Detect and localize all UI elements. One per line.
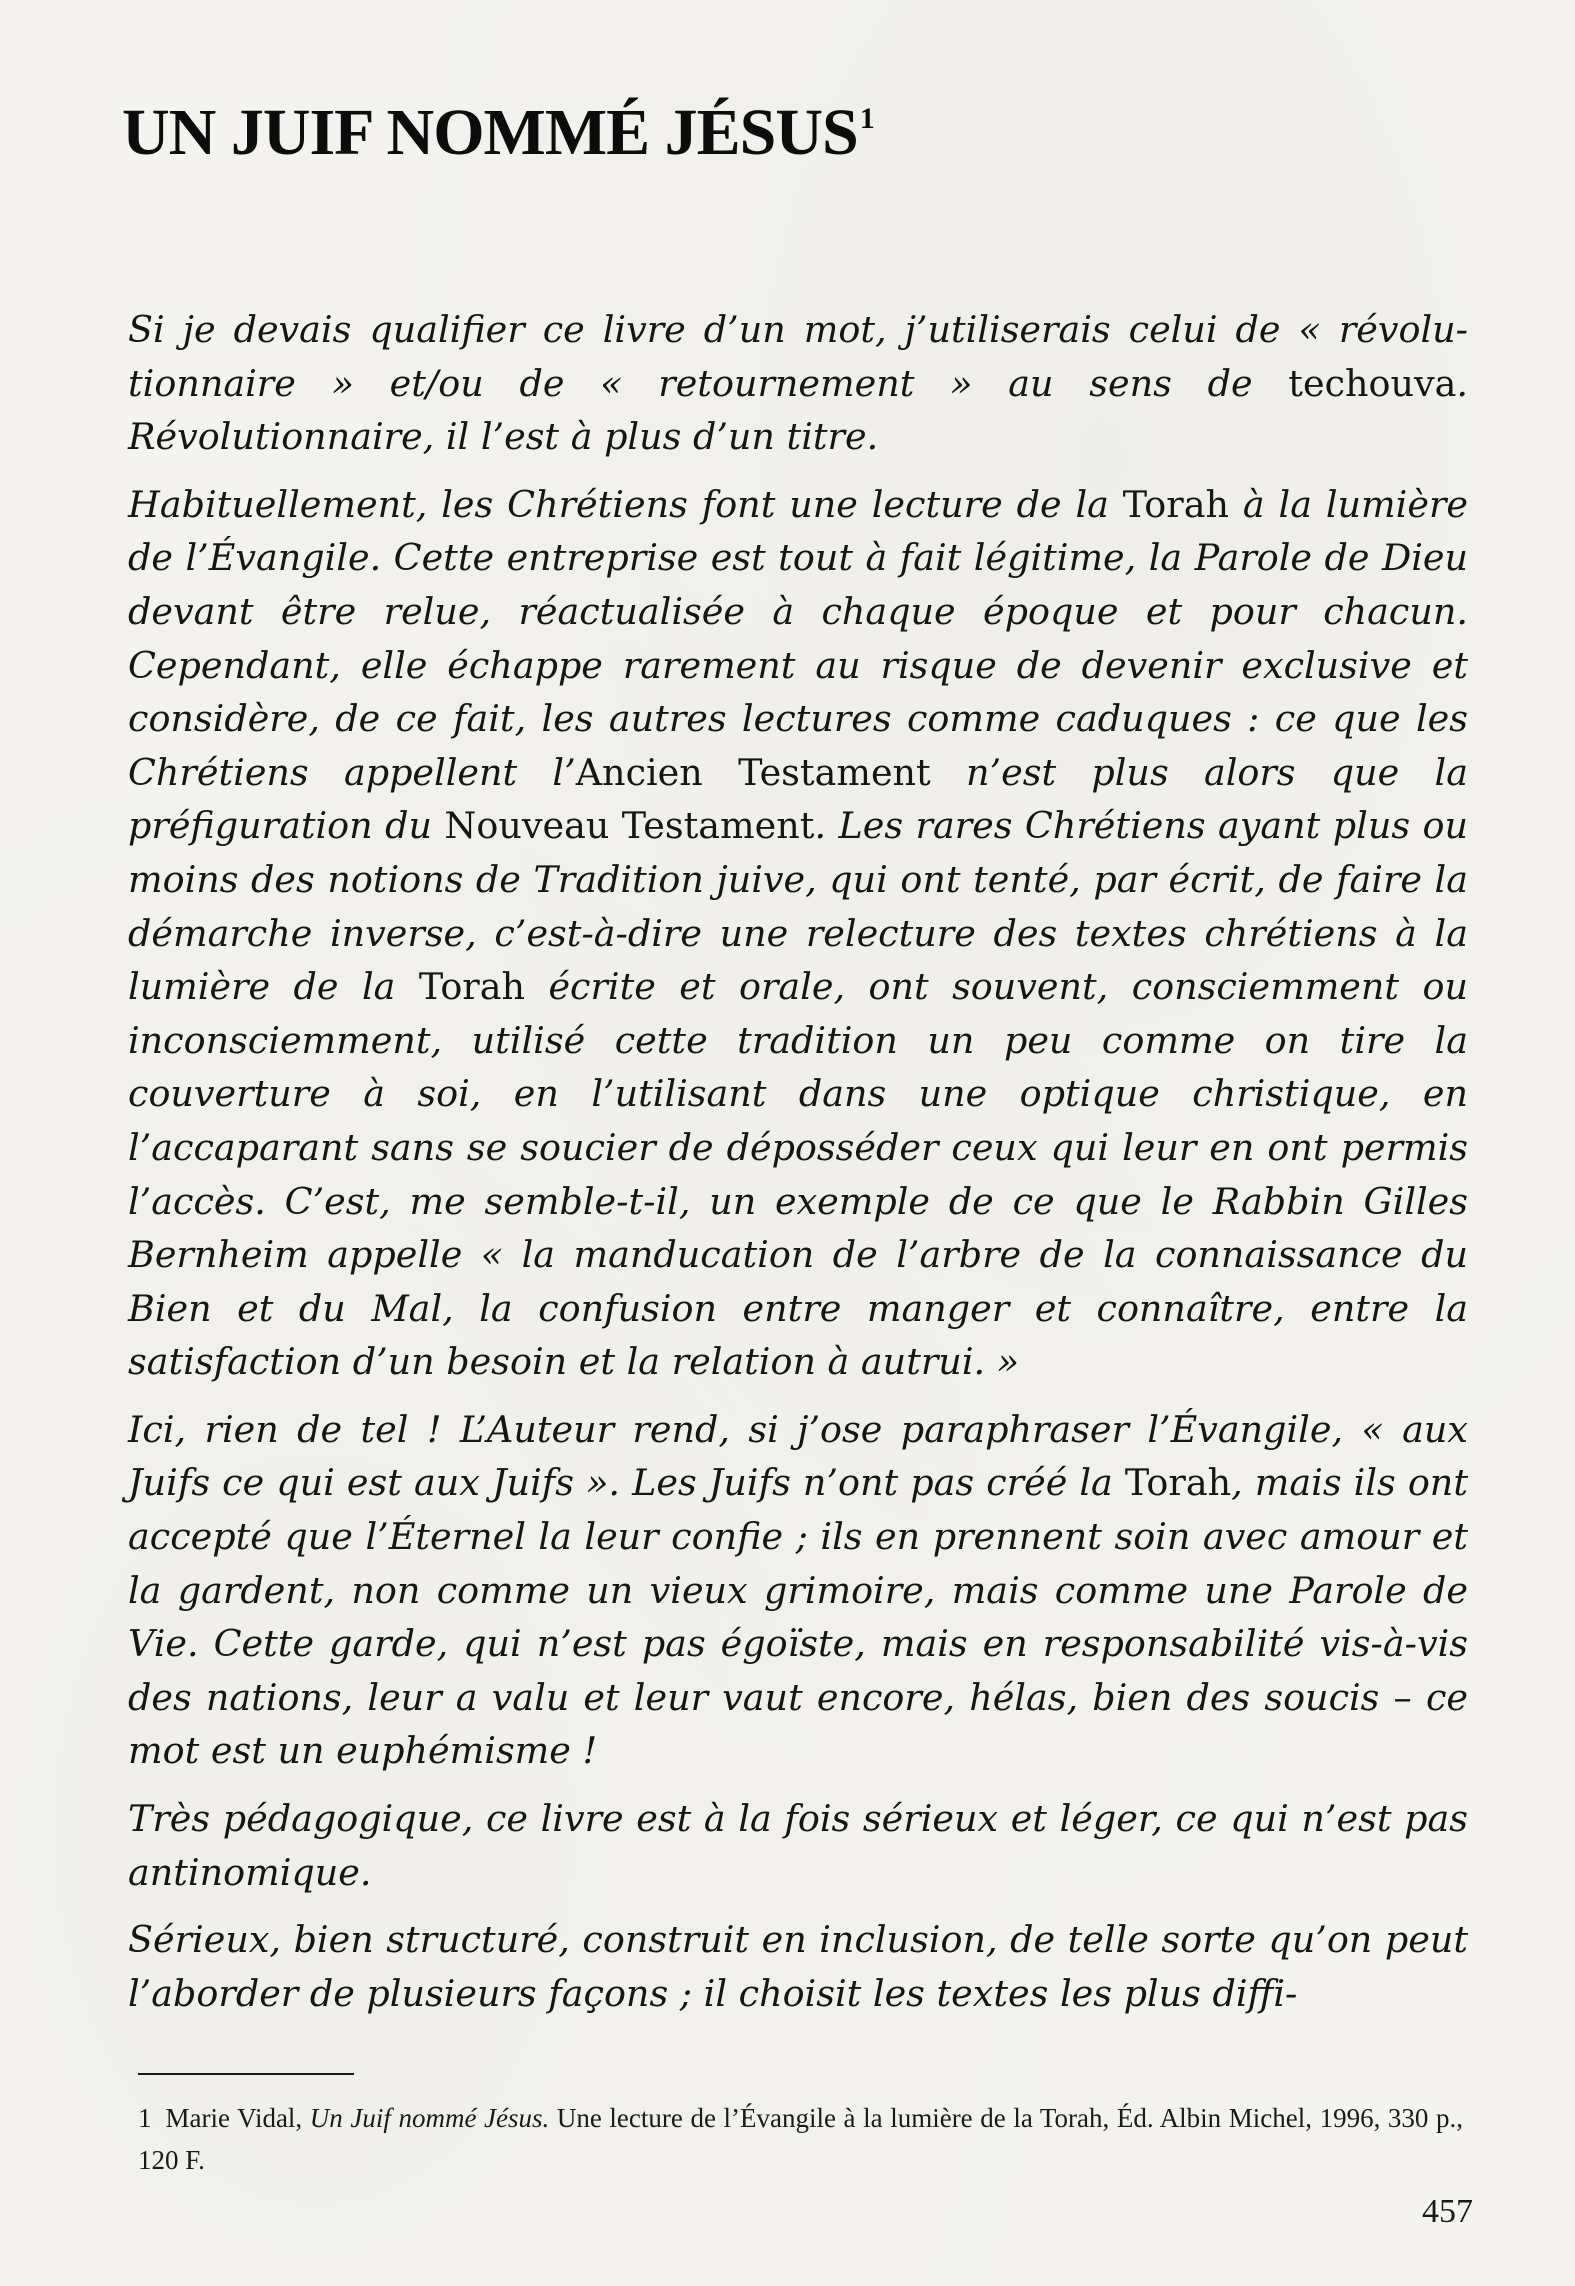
chapter-title-text: UN JUIF NOMMÉ JÉSUS (122, 96, 858, 169)
text-run: écrite et orale, ont souvent, consciemment ou inconsciemment, utilisé cette tradition un peu comme on tire la couverture à soi, en l’utilisant dans une optique christique, en l’accaparant sans se soucier de déposséder ceux qui leur en ont permis l’accès. C’est, me semble-t-il, un exemple de ce que le Rabbin Gilles Bernheim appelle « la manducation de l’arbre de la connaissance du Bien et du Mal, la confusion entre manger et connaître, entre la satisfaction d’un besoin et la relation à autrui. » (128, 965, 1468, 1384)
text-run: Ici, rien de tel ! L’Auteur rend, si j’ose paraphraser l’Évangile, « aux Juifs ce qui est aux Juifs ». Les Juifs n’ont pas créé la (128, 1407, 1468, 1505)
text-run: n’est plus alors que la préfiguration du (128, 750, 1468, 848)
paragraph (128, 303, 1468, 464)
text-run: à la lumière de l’Évangile. Cette entreprise est tout à fait légitime, la Parole de Dieu devant être relue, réactualisée à chaque époque et pour chacun. Cependant, elle échappe rarement au risque de devenir exclusive et considère, de ce fait, les autres lectures comme caduques : ce que les Chrétiens appellent l’ (128, 482, 1468, 794)
upright-term: techouva (1288, 361, 1457, 405)
page-number: 457 (1422, 2193, 1473, 2230)
footnote-reference: 1 (859, 102, 874, 135)
upright-term: Torah (418, 965, 526, 1009)
text-run: , mais ils ont accepté que l’Éternel la leur confie ; ils en prennent soin avec amour et la gardent, non comme un vieux grimoire, mais comme une Parole de Vie. Cette garde, qui n’est pas égoïste, mais en responsabilité vis-à-vis des nations, leur a valu et leur vaut encore, hélas, bien des soucis – ce mot est un euphémisme ! (128, 1461, 1468, 1773)
footnote-details: Une lecture de l’Évangile à la lumière de la Torah, Éd. Albin Michel, 1996, 330 p., 120 F. (138, 2103, 1464, 2175)
footnote (138, 2097, 1463, 2181)
text-run: Sérieux, bien structuré, construit en inclusion, de telle sorte qu’on peut l’aborder de plusieurs façons ; il choisit les textes les plus diffi- (128, 1918, 1468, 2015)
footnote-separator (138, 2073, 354, 2075)
paragraph (128, 1792, 1468, 1899)
text-run: Habituellement, les Chrétiens font une lecture de la (128, 482, 1123, 526)
footnote-book-title: Un Juif nommé Jésus. (309, 2103, 550, 2133)
paragraph (128, 478, 1468, 1389)
text-run: Très pédagogique, ce livre est à la fois sérieux et léger, ce qui n’est pas antinomique. (128, 1797, 1468, 1894)
upright-term: Torah (1122, 482, 1229, 526)
upright-term: Torah (1124, 1461, 1232, 1505)
text-run: Si je devais qualifier ce livre d’un mot, j’utiliserais celui de « révolutionnaire » et/ou de « retournement » au sens de (128, 308, 1468, 405)
text-run: . Les rares Chrétiens ayant plus ou moins des notions de Tradition juive, qui ont tenté, par écrit, de faire la démarche inverse, c’est-à-dire une relecture des textes chrétiens à la lumière de la (128, 804, 1468, 1009)
paragraph (128, 1913, 1468, 2020)
footnote-author: Marie Vidal, (165, 2103, 310, 2133)
upright-term: Ancien Testament (575, 750, 931, 794)
footnote-number: 1 (138, 2103, 152, 2133)
upright-term: Nouveau Testament (444, 804, 815, 848)
chapter-title (122, 96, 874, 169)
body-text (128, 303, 1468, 2034)
text-run: . Révolutionnaire, il l’est à plus d’un titre. (128, 361, 1468, 459)
paragraph (128, 1403, 1468, 1778)
